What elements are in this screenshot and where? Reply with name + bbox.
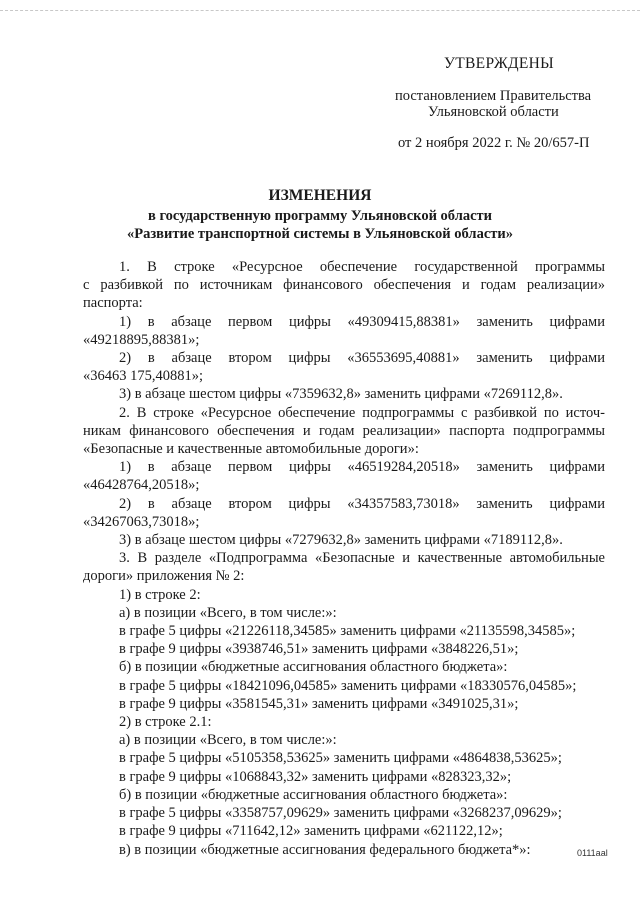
body-line: в графе 9 цифры «1068843,32» заменить цифрами «828323,32»; [119,768,512,785]
scan-edge-line [0,10,640,11]
body-line: б) в позиции «бюджетные ассигнования областного бюджета»: [119,659,508,676]
body-line: 1) в абзаце первом цифры «49309415,88381» заменить цифрами [119,313,605,330]
body-line: в графе 5 цифры «18421096,04585» заменить цифрами «18330576,04585»; [119,677,577,694]
doc-subtitle-2: «Развитие транспортной системы в Ульяновской области» [127,226,513,242]
body-line: в графе 9 цифры «3581545,31» заменить цифрами «3491025,31»; [119,695,519,712]
body-line: 2) в абзаце втором цифры «34357583,73018» заменить цифрами [119,495,605,512]
body-line: в графе 5 цифры «5105358,53625» заменить цифрами «4864838,53625»; [119,750,562,767]
body-line: б) в позиции «бюджетные ассигнования областного бюджета»: [119,786,508,803]
document-body [83,258,605,859]
body-line: в графе 9 цифры «711642,12» заменить цифрами «621122,12»; [119,823,503,840]
body-line: «46428764,20518»; [83,477,200,494]
body-line: никам финансового обеспечения и годам реализации» паспорта подпрограммы [83,422,605,439]
body-line: 2) в абзаце втором цифры «36553695,40881» заменить цифрами [119,350,605,367]
body-line: 1) в строке 2: [119,586,201,603]
document-code: 0111aal [577,848,608,858]
decree-line-1: постановлением Правительства [395,88,592,104]
body-line: в) в позиции «бюджетные ассигнования федерального бюджета*»: [119,841,531,858]
body-line: а) в позиции «Всего, в том числе:»: [119,604,337,621]
body-line: в графе 5 цифры «3358757,09629» заменить цифрами «3268237,09629»; [119,805,562,822]
approval-stamp: УТВЕРЖДЕНЫ [444,55,554,72]
body-line: «Безопасные и качественные автомобильные дороги»: [83,441,419,458]
body-line: «34267063,73018»; [83,513,200,530]
decree-date: от 2 ноября 2022 г. № 20/657-П [398,135,590,151]
body-line: 1. В строке «Ресурсное обеспечение государственной программы [119,259,605,275]
body-line: «36463 175,40881»; [83,368,204,385]
doc-title: ИЗМЕНЕНИЯ [268,187,372,204]
body-line: дороги» приложения № 2: [83,568,245,585]
body-line: а) в позиции «Всего, в том числе:»: [119,732,337,749]
body-line: 3. В разделе «Подпрограмма «Безопасные и качественные автомобильные [119,550,605,567]
body-line: 2) в строке 2.1: [119,714,212,731]
body-line: 3) в абзаце шестом цифры «7359632,8» заменить цифрами «7269112,8». [119,386,563,403]
body-line: 1) в абзаце первом цифры «46519284,20518» заменить цифрами [119,459,605,476]
doc-subtitle-1: в государственную программу Ульяновской области [147,208,492,224]
body-line: паспорта: [83,295,143,312]
body-line: с разбивкой по источникам финансового обеспечения и годам реализации» [83,277,605,294]
body-line: «49218895,88381»; [83,331,200,348]
body-line: в графе 9 цифры «3938746,51» заменить цифрами «3848226,51»; [119,641,519,658]
body-line: в графе 5 цифры «21226118,34585» заменить цифрами «21135598,34585»; [119,623,576,640]
body-line: 3) в абзаце шестом цифры «7279632,8» заменить цифрами «7189112,8». [119,532,563,549]
decree-line-2: Ульяновской области [428,104,559,120]
body-line: 2. В строке «Ресурсное обеспечение подпрограммы с разбивкой по источ- [119,404,605,421]
